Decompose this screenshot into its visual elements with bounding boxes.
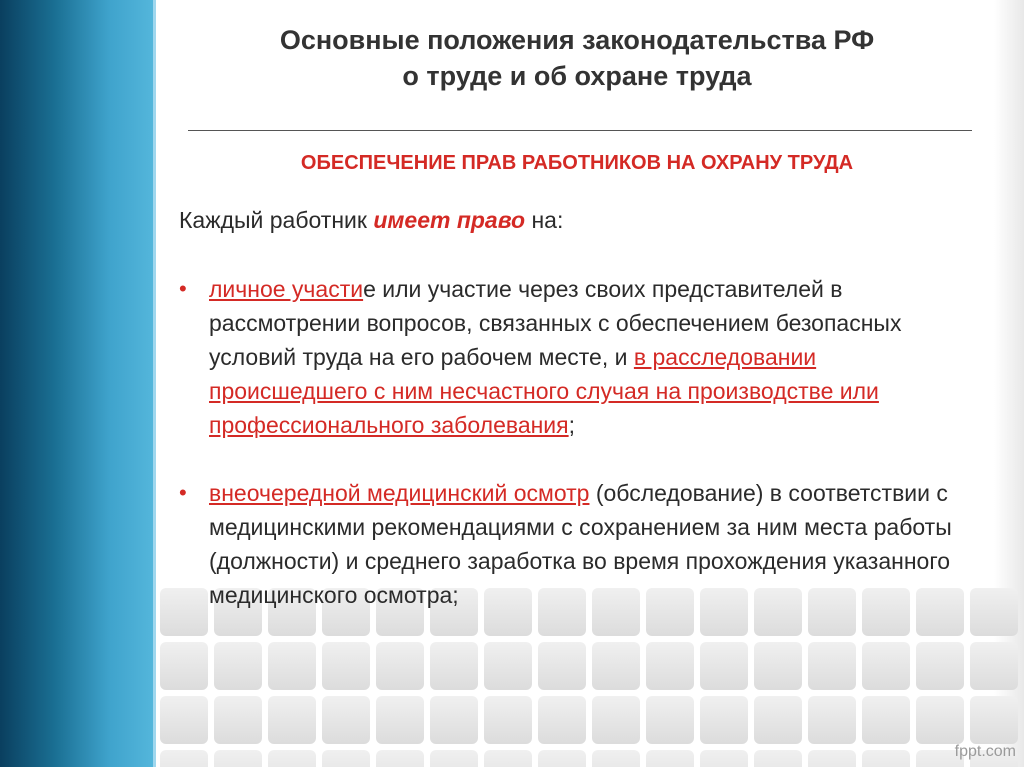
intro-text-after: на: bbox=[525, 207, 564, 233]
highlighted-text: внеочередной медицинский осмотр bbox=[209, 480, 590, 506]
slide-title bbox=[160, 22, 994, 94]
body-text: ; bbox=[568, 412, 576, 438]
slide-content bbox=[160, 0, 994, 767]
left-decorative-band bbox=[0, 0, 156, 767]
intro-text-before: Каждый работник bbox=[179, 207, 374, 233]
list-item bbox=[179, 272, 969, 442]
highlighted-text: в расследовании происшедшего с ним несчастного случая на производстве или профессионального заболевания bbox=[209, 344, 879, 438]
list-item bbox=[179, 476, 969, 612]
rights-list bbox=[179, 272, 969, 646]
footer-watermark: fppt.com bbox=[954, 743, 1016, 760]
intro-sentence bbox=[179, 205, 563, 235]
highlighted-text: личное участи bbox=[209, 276, 364, 302]
bullet-marker: • bbox=[179, 480, 187, 505]
body-text: (обследование) в соответствии с медицинскими рекомендациями с сохранением за ним места работы (должности) и среднего заработка во время прохождения указанного медицинского осмотра; bbox=[209, 480, 952, 608]
title-line-2: о труде и об охране труда bbox=[402, 61, 752, 91]
body-text: е или участие через своих представителей в рассмотрении вопросов, связанных с обеспечением безопасных условий труда на его рабочем месте, и bbox=[209, 276, 902, 370]
intro-emphasis: имеет право bbox=[373, 207, 526, 233]
bullet-marker: • bbox=[179, 276, 187, 301]
section-subtitle: ОБЕСПЕЧЕНИЕ ПРАВ РАБОТНИКОВ НА ОХРАНУ ТРУДА bbox=[300, 152, 854, 174]
title-line-1: Основные положения законодательства РФ bbox=[279, 25, 875, 55]
title-divider bbox=[188, 130, 972, 131]
